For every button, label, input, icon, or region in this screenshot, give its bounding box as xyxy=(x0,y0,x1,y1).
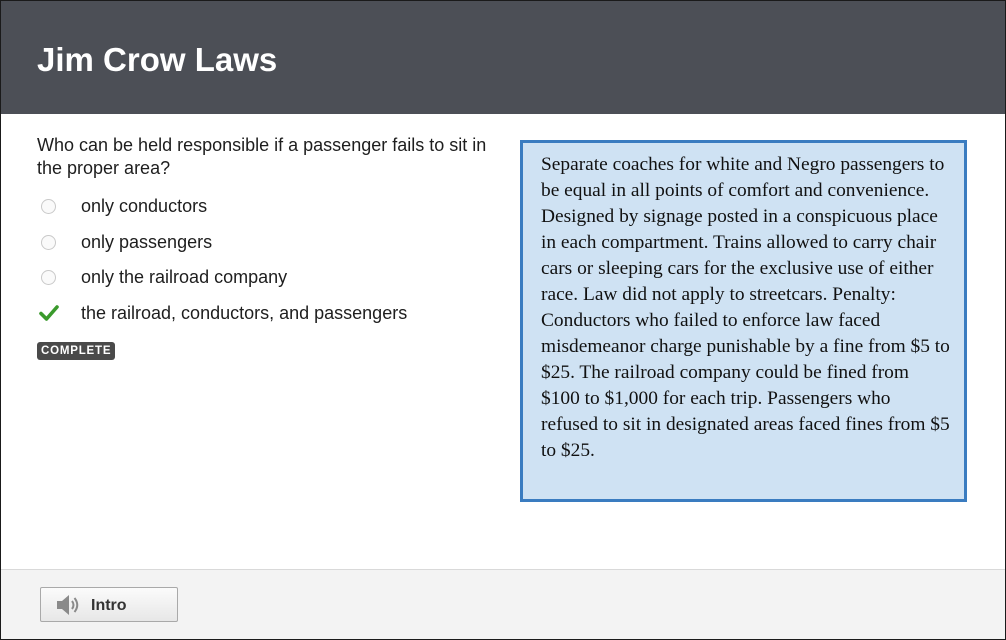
speaker-icon xyxy=(55,593,81,617)
intro-button[interactable] xyxy=(40,587,178,622)
answer-option-label: only the railroad company xyxy=(81,267,288,288)
page-title: Jim Crow Laws xyxy=(37,41,278,78)
question-text: Who can be held responsible if a passenger fails to sit in the proper area? xyxy=(37,135,487,178)
radio-icon[interactable] xyxy=(41,235,56,250)
answer-options xyxy=(37,189,497,331)
radio-icon[interactable] xyxy=(41,199,56,214)
answer-option-label: the railroad, conductors, and passengers xyxy=(81,302,408,323)
answer-option-all-parties[interactable] xyxy=(37,296,497,332)
footer-bar xyxy=(1,569,1005,639)
passage-box: Separate coaches for white and Negro passengers to be equal in all points of comfort and convenience. Designed by signage posted in a conspicuous place in each compartment. Trains allowed to carry chair cars or sleeping cars for the exclusive use of either race. Law did not apply to streetcars. Penalty: Conductors who failed to enforce law faced misdemeanor charge punishable by a fine from $5 to $25. The railroad company could be fined from $100 to $1,000 for each trip. Passengers who refused to sit in designated areas faced fines from $5 to $25. xyxy=(520,140,967,502)
radio-icon[interactable] xyxy=(41,270,56,285)
header-bar xyxy=(1,1,1005,114)
answer-option-label: only passengers xyxy=(81,231,213,252)
answer-option-label: only conductors xyxy=(81,196,208,217)
status-badge: COMPLETE xyxy=(37,342,115,360)
answer-option-only-passengers[interactable] xyxy=(37,225,497,261)
intro-button-label: Intro xyxy=(91,597,127,614)
answer-option-only-railroad-company[interactable] xyxy=(37,260,497,296)
answer-option-only-conductors[interactable] xyxy=(37,189,497,225)
checkmark-icon xyxy=(38,302,60,324)
